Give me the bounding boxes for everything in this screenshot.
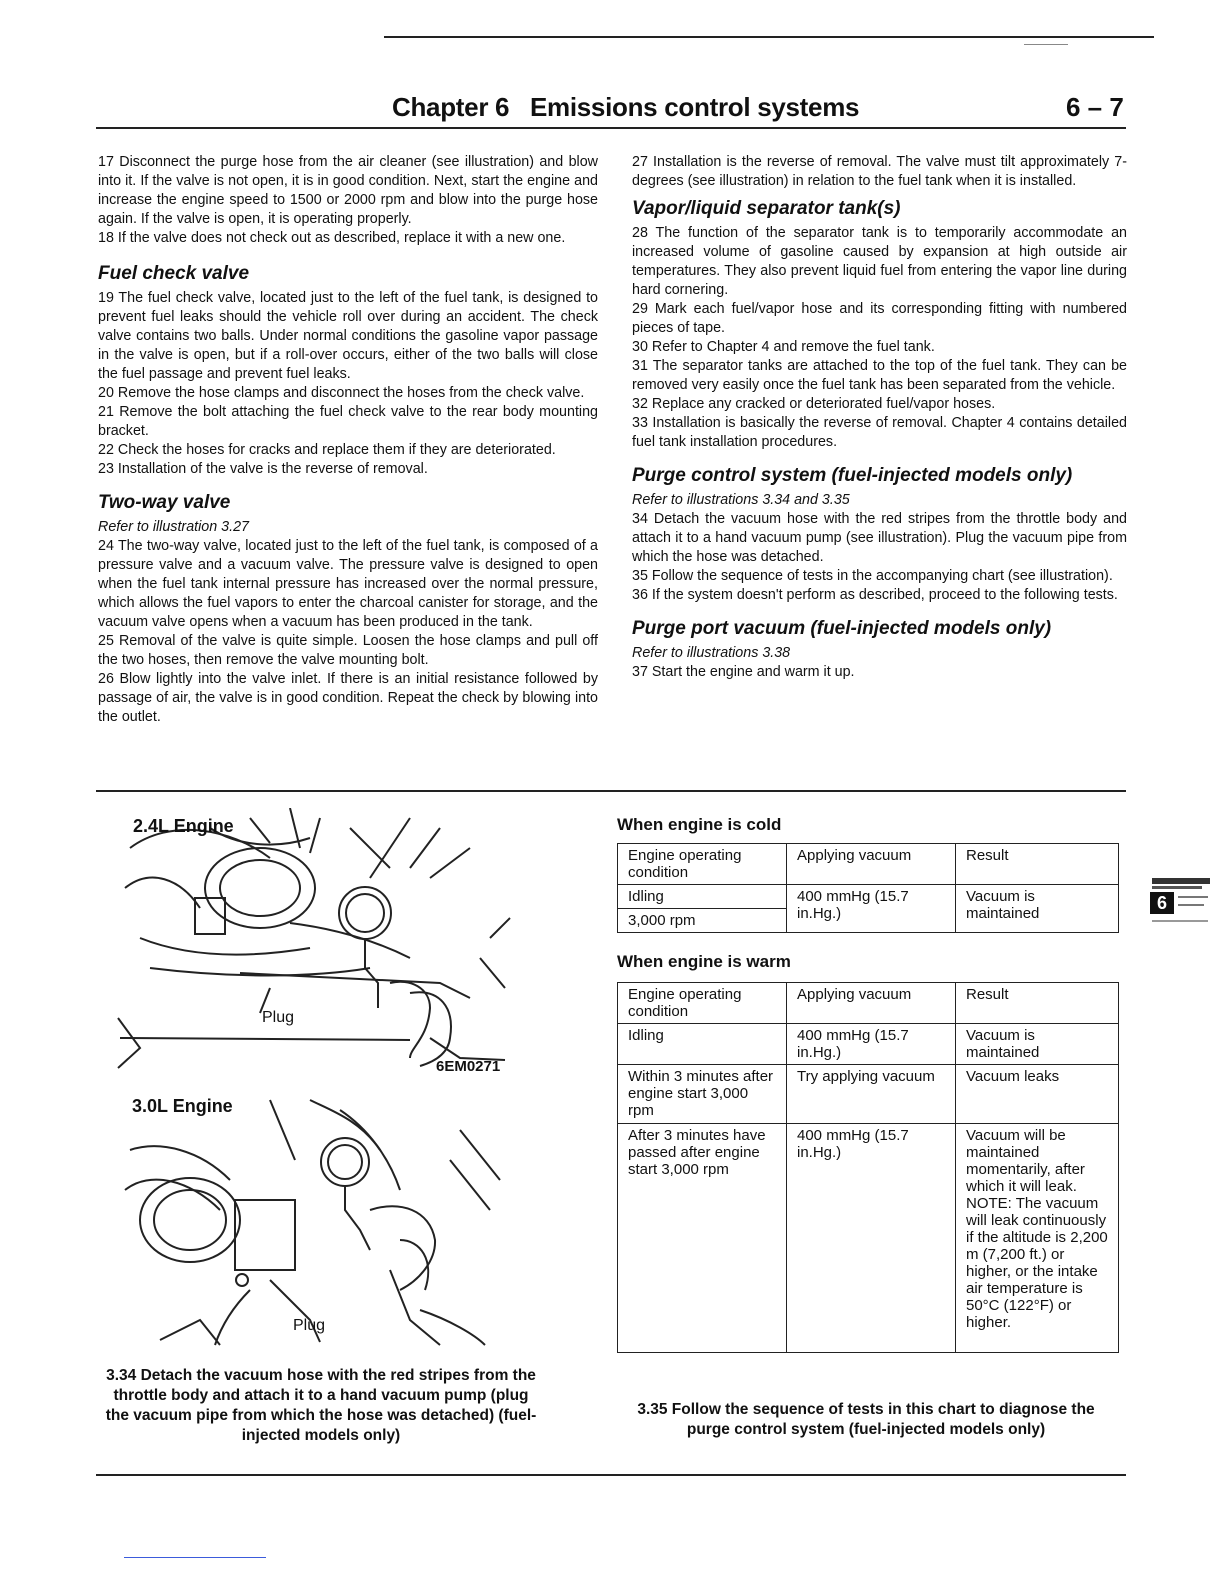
page-title: Chapter 6 Emissions control systems bbox=[392, 92, 860, 122]
paragraph-27: 27 Installation is the reverse of removal. The valve must tilt approximately 7-degrees (see illustration) in relation to the fuel tank when it is installed. bbox=[632, 154, 1127, 189]
purge-control-refer: Refer to illustrations 3.34 and 3.35 bbox=[632, 492, 850, 508]
left-column bbox=[98, 153, 598, 727]
figure-caption-3-35: 3.35 Follow the sequence of tests in this chart to diagnose the purge control system (fuel-injected models only) bbox=[637, 1401, 1095, 1438]
figure-caption-3-34: 3.34 Detach the vacuum hose with the red stripes from the throttle body and attach it to a hand vacuum pump (plug the vacuum pipe from which the hose was detached) (fuel-injected models only) bbox=[105, 1367, 537, 1444]
engine-30l-label: 3.0L Engine bbox=[132, 1096, 233, 1116]
table-cell: Within 3 minutes after engine start 3,000 rpm bbox=[618, 1065, 787, 1124]
paragraph-21: 21 Remove the bolt attaching the fuel check valve to the rear body mounting bracket. bbox=[98, 404, 598, 439]
purge-port-refer: Refer to illustrations 3.38 bbox=[632, 645, 791, 661]
vapor-separator-heading: Vapor/liquid separator tank(s) bbox=[632, 198, 901, 219]
paragraph-25: 25 Removal of the valve is quite simple. Loosen the hose clamps and pull off the two hoses, then remove the valve mounting bolt. bbox=[98, 633, 598, 668]
table-cell: Idling bbox=[618, 885, 787, 909]
table-header-cell: Applying vacuum bbox=[787, 844, 956, 885]
warm-vacuum-table bbox=[617, 982, 1119, 1353]
page-number: 6 – 7 bbox=[1066, 92, 1124, 122]
table-header-cell: Engine operating condition bbox=[618, 844, 787, 885]
paragraph-19: 19 The fuel check valve, located just to the left of the fuel tank, is designed to prevent fuel leaks should the vehicle roll over during an accident. The check valve contains two balls. Under normal conditions the gasoline vapor passage in the valve is open, but if a roll-over occurs, either of the two balls will close the fuel passage and prevent fuel leaks. bbox=[98, 290, 598, 382]
table-row bbox=[618, 844, 1119, 885]
footer-link-rule bbox=[124, 1557, 266, 1558]
table-cell: 400 mmHg (15.7 in.Hg.) bbox=[787, 1024, 956, 1065]
figure-code: 6EM0271 bbox=[436, 1058, 501, 1075]
top-rule bbox=[384, 36, 1154, 38]
table-row bbox=[618, 1065, 1119, 1124]
paragraph-24: 24 The two-way valve, located just to the left of the fuel tank, is composed of a pressure valve and a vacuum valve. The pressure valve is designed to open when the fuel tank internal pressure has increased over the normal pressure, which allows the fuel vapors to enter the charcoal canister for storage, and the vacuum valve opens when a vacuum has been produced in the tank. bbox=[98, 538, 598, 630]
paragraph-20: 20 Remove the hose clamps and disconnect the hoses from the check valve. bbox=[98, 385, 585, 401]
paragraph-29: 29 Mark each fuel/vapor hose and its corresponding fitting with numbered pieces of tape. bbox=[632, 301, 1127, 336]
paragraph-18: 18 If the valve does not check out as described, replace it with a new one. bbox=[98, 230, 566, 246]
paragraph-37: 37 Start the engine and warm it up. bbox=[632, 664, 855, 680]
bottom-rule bbox=[96, 1474, 1126, 1476]
paragraph-34: 34 Detach the vacuum hose with the red stripes from the throttle body and attach it to a hand vacuum pump (see illustration). Plug the vacuum pipe from which the hose was detached. bbox=[632, 511, 1127, 565]
section-rule bbox=[96, 790, 1126, 792]
header-rule bbox=[96, 127, 1126, 129]
table-cell: Vacuum is maintained bbox=[956, 885, 1119, 933]
table-cell: Vacuum will be maintained momentarily, after which it will leak. NOTE: The vacuum will leak continuously if the altitude is 2,200 m (7,200 ft.) or higher, or the intake air temperature is 50°C (122°F) or higher. bbox=[956, 1124, 1119, 1353]
table-row bbox=[618, 885, 1119, 909]
paragraph-23: 23 Installation of the valve is the reverse of removal. bbox=[98, 461, 428, 477]
table-cell: Idling bbox=[618, 1024, 787, 1065]
engine-24l-illustration bbox=[110, 808, 520, 1080]
paragraph-28: 28 The function of the separator tank is to temporarily accommodate an increased volume of gasoline caused by expansion at high outside air temperatures. They also prevent liquid fuel from entering the vapor line during hard cornering. bbox=[632, 225, 1127, 298]
table-header-cell: Engine operating condition bbox=[618, 983, 787, 1024]
paragraph-26: 26 Blow lightly into the valve inlet. If there is an initial resistance followed by passage of air, the valve is in good condition. Repeat the check by blowing into the outlet. bbox=[98, 671, 598, 725]
engine-30l-illustration bbox=[120, 1090, 520, 1352]
plug-label-30l: Plug bbox=[293, 1317, 326, 1334]
table-cell: Vacuum leaks bbox=[956, 1065, 1119, 1124]
paragraph-30: 30 Refer to Chapter 4 and remove the fuel tank. bbox=[632, 339, 935, 355]
paragraph-32: 32 Replace any cracked or deteriorated fuel/vapor hoses. bbox=[632, 396, 996, 412]
cold-table-heading: When engine is cold bbox=[617, 815, 782, 834]
paragraph-33: 33 Installation is basically the reverse of removal. Chapter 4 contains detailed fuel tank installation procedures. bbox=[632, 415, 1127, 450]
table-row bbox=[618, 1024, 1119, 1065]
table-row bbox=[618, 1124, 1119, 1353]
two-way-refer: Refer to illustration 3.27 bbox=[98, 519, 249, 535]
plug-label-24l: Plug bbox=[262, 1009, 295, 1026]
table-cell: Vacuum is maintained bbox=[956, 1024, 1119, 1065]
table-row bbox=[618, 983, 1119, 1024]
purge-control-heading: Purge control system (fuel-injected models only) bbox=[632, 465, 1073, 486]
paragraph-17: 17 Disconnect the purge hose from the air cleaner (see illustration) and blow into it. If the valve is not open, it is in good condition. Next, start the engine and increase the engine speed to 1500 or 2000 rpm and blow into the purge hose again. If the valve is open, it is operating properly. bbox=[98, 154, 598, 227]
table-header-cell: Applying vacuum bbox=[787, 983, 956, 1024]
table-header-cell: Result bbox=[956, 844, 1119, 885]
paragraph-36: 36 If the system doesn't perform as described, proceed to the following tests. bbox=[632, 587, 1118, 603]
cold-vacuum-table bbox=[617, 843, 1119, 933]
purge-port-heading: Purge port vacuum (fuel-injected models only) bbox=[632, 618, 1052, 639]
table-cell: Try applying vacuum bbox=[787, 1065, 956, 1124]
right-column bbox=[632, 153, 1127, 682]
table-cell: 400 mmHg (15.7 in.Hg.) bbox=[787, 1124, 956, 1353]
table-cell: 400 mmHg (15.7 in.Hg.) bbox=[787, 885, 956, 933]
paragraph-31: 31 The separator tanks are attached to the top of the fuel tank. They can be removed very easily once the fuel tank has been separated from the vehicle. bbox=[632, 358, 1127, 393]
two-way-valve-heading: Two-way valve bbox=[98, 492, 231, 513]
chapter-tab-number: 6 bbox=[1150, 892, 1174, 914]
table-cell: After 3 minutes have passed after engine start 3,000 rpm bbox=[618, 1124, 787, 1353]
table-cell: 3,000 rpm bbox=[618, 909, 787, 933]
paragraph-35: 35 Follow the sequence of tests in the accompanying chart (see illustration). bbox=[632, 568, 1113, 584]
warm-table-heading: When engine is warm bbox=[617, 952, 791, 971]
chapter-tab-marker bbox=[1150, 878, 1212, 926]
engine-24l-label: 2.4L Engine bbox=[133, 816, 234, 836]
paragraph-22: 22 Check the hoses for cracks and replace them if they are deteriorated. bbox=[98, 442, 556, 458]
top-rule-short bbox=[1024, 44, 1068, 45]
fuel-check-valve-heading: Fuel check valve bbox=[98, 263, 250, 284]
table-header-cell: Result bbox=[956, 983, 1119, 1024]
